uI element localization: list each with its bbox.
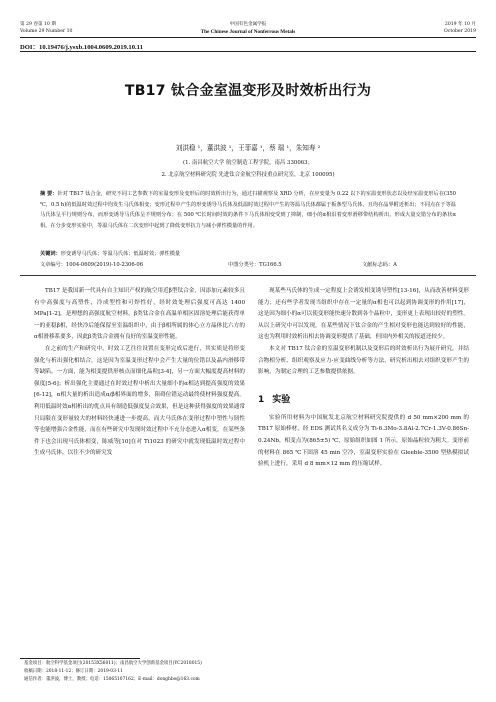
section-number: 1 [258,394,265,405]
volume-issue-cn: 第 29 卷第 10 期 [20,22,56,27]
body-paragraph: TB17 是我国新一代具有自主知识产权的航空用近β型钛合金，因添加元素较多且有中高强度与高塑性，冷成型性和可焊性好，经时效处理后强度可高达 1400 MPa[1-2]，是理想的高强度航空材料。β类钛合金在高温单相区固溶处理后能获得单一的亚稳β相，经快冷后能保留至室温组织中，由于β相所属的体心立方晶体比六方的α相滑移系要多，因此β类钛合金拥有良好的室温变形性能。 [34,288,245,341]
journal-name-cn: 中国有色金属学报 [229,22,267,27]
doi[interactable]: DOI：10.19476/j.ysxb.1004.0609.2019.10.11 [20,44,143,51]
author-list: 刘洪稳 ¹，董洪波 ¹，王菲嘉 ¹，蔡 瑞 ¹，朱知寿 ² [175,144,321,152]
journal-name-en: The Chinese Journal of Nonferrous Metals [200,29,296,35]
keywords-text: 形变诱导马氏体；等温马氏体；低温时效；弹性模量 [60,251,181,257]
body-paragraph: 实验所用材料为中国航发北京航空材料研究院提供的 d 50 mm×200 mm 的 TB17 原始棒材，经 EDS 测试其名义成分为 Ti-6.3Mo-3.8Al-2.7Cr-1.3V-0.86Sn-0.24Nb，相变点为(865±5) ℃，原始组织如图 1 所示，原始晶粒较为粗大。变形前的材料在 865 ℃下固溶 45 min 空冷，室温变形实验在 Gleeble-3500 型热模拟试验机上进行，采用 d 8 mm×12 mm 的压缩试样。 [258,414,469,468]
footnote-funding: 基金项目：航空科学基金项目(20153X56011)；南昌航空大学创新基金项目(YC2018015) [24,661,202,666]
clc-number: 中图分类号：TG166.5 [228,262,282,268]
footnote-dates: 收稿日期：2018-11-12；修订日期：2019-03-11 [24,669,123,674]
abstract-text: 针对 TB17 钛合金，研究不同工艺参数下的室温变形及变形后的时效析出行为，通过扫描观察及 XRD 分析，在应变量为 0.22 以下的室温变形状态以及经室温变形后在(350 ℃，0.5 h)的低温时效过程中均发生马氏体相变；变形过程中产生的形变诱导马氏体及低温时效过程中产生的等温马氏体都属于板条型马氏体，且均在晶界附近析出；不同点在于等温马氏体呈平行规则分布，而形变诱导马氏体呈不规则分布；在 500 ℃长时间时效的条件下马氏体相变受到了抑制，细小的α相沿着变形滑移带结构析出，形成大量交错分布的条状α相。在分步变形实验中，等温马氏体在二次变形中起到了降低变形抗力与减小弹性模量的作用。 [40,191,456,229]
paper-title: TB17 钛合金室温变形及时效析出行为 [124,83,372,99]
doi-rule [20,51,476,52]
keywords-label: 关键词： [40,251,61,257]
affiliation-2: 2. 北京航空材料研究院 先进钛合金航空科技重点研究室，北京 100095) [161,172,335,178]
body-column-left [34,286,245,460]
abstract-rule [20,275,476,276]
footnote-rule [20,658,140,659]
body-paragraph: 本文对 TB17 钛合金的室温变形机制以及变形后的时效析出行为展开研究，并结合物相分析、组织观察及应力-应变曲线分析等方法，研究析出相去对组织变形产生的影响，为制定合理的工艺参数提供依据。 [258,345,469,376]
issue-date-en: October 2019 [444,29,476,34]
abstract-label: 摘 要： [40,191,58,197]
header-rule [20,37,476,38]
volume-issue-en: Volume 29 Number 10 [20,29,73,34]
document-code: 文献标志码：A [362,262,397,268]
section-heading [258,393,469,407]
article-number: 文章编号：1004-0609(2019)-10-2306-06 [40,262,144,268]
body-paragraph: 在之前的生产和研究中，时效工艺往往设置在变形完成后进行，其实质是将形变强化与析出强化相结合，这是因为室温变形过程中会产生大量的位错以及晶内滑移带等缺陷，一方面，能为相变提供形核点而细化晶粒[3-4]，另一方面大幅度提高材料的强度[5-6]；析出强化主要通过在时效过程中析出大量细小的α相达到提高强度的效果[6-12]，α相大量的析出造成α/β相界面的增多，阻碍位错运动最终使材料强度提高。利用低温时效α相析出的优点具有制造低强度复合效果，但是这种获得强度的效果通常只局限在变形量较大的材料经快速进一步提高，而大马氏体在变形过程中塑性与韧性等也能增强合金性能，而在有些研究中发现时效过程中不充分态进入α相变，在某些条件下也会出现马氏体相变，陈威等[10]在对 Ti1023 的研究中就发现低温时效过程中生成马氏体，以往不少的研究发 [34,345,245,457]
body-column-right [258,286,469,471]
footnote-corresponding: 通信作者：董洪波，博士，教授；电话：15065107162；E-mail：donghbo@163.com [24,677,200,682]
issue-date-cn: 2019 年 10 月 [444,22,476,27]
section-title: 实验 [272,394,291,405]
abstract [40,189,456,231]
keywords [40,250,456,257]
body-paragraph: 现某些马氏体的生成一定程度上会诱发相变诱导塑性[13-16]，从而改善材料变形能力；还有些学者发现当组织中存在一定量的α相也可以起到协调变形的作用[17]，这是因为细小的α可以使变形能快速分散到各个晶粒中，变形更上表现出较好的塑性。从以上研究中可以发现，在某些情况下钛合金的产生相对变形也能达到较好的性能，这也为利用时效析出相去协调变形提供了基础，但国内外相关的报道还较少。 [258,288,469,341]
affiliation-1: (1. 南昌航空大学 航空制造工程学院，南昌 330063； [183,160,313,166]
